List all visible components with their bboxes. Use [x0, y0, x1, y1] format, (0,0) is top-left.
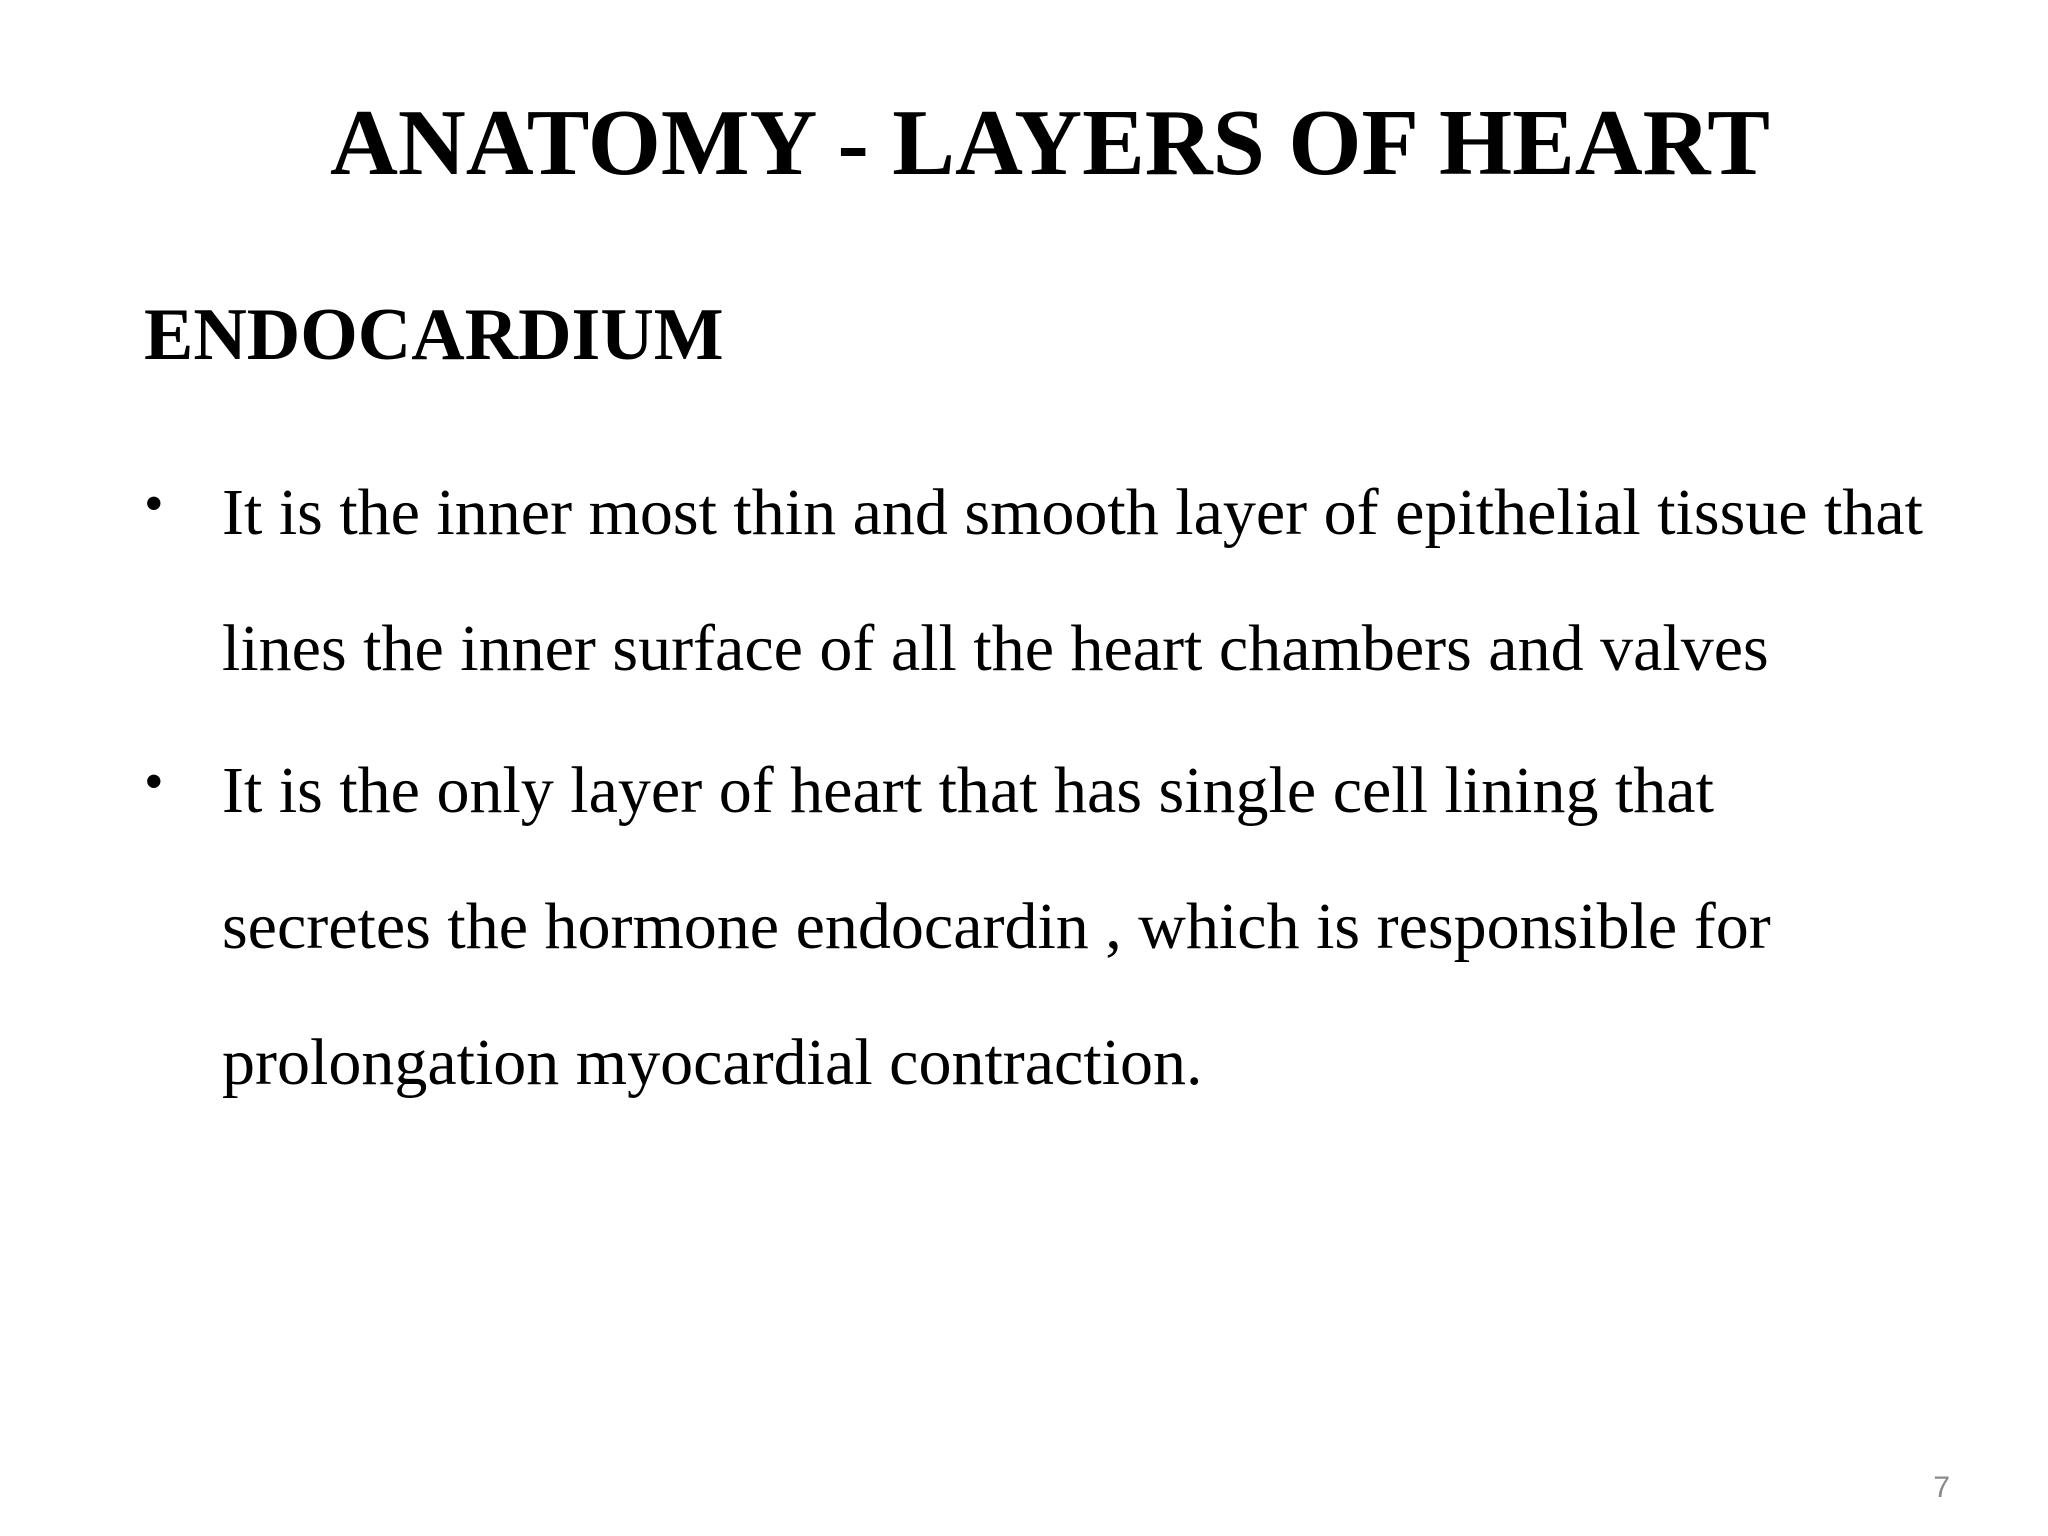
bullet-item	[144, 723, 1924, 1131]
bullet-item	[144, 445, 1924, 717]
bullet-icon: •	[144, 751, 164, 813]
bullet-list	[144, 445, 1924, 1131]
bullet-text: It is the inner most thin and smooth layer of epithelial tissue that lines the inner surface of all the heart chambers and valves	[222, 476, 1924, 685]
slide-title: ANATOMY - LAYERS OF HEART	[330, 91, 1770, 195]
section-heading: ENDOCARDIUM	[144, 294, 724, 376]
page-number: 7	[1933, 1471, 1950, 1504]
bullet-text: It is the only layer of heart that has single cell lining that secretes the hormone endocardin , which is responsible for prolongation myocardial contraction.	[222, 754, 1771, 1099]
bullet-icon: •	[144, 473, 164, 535]
